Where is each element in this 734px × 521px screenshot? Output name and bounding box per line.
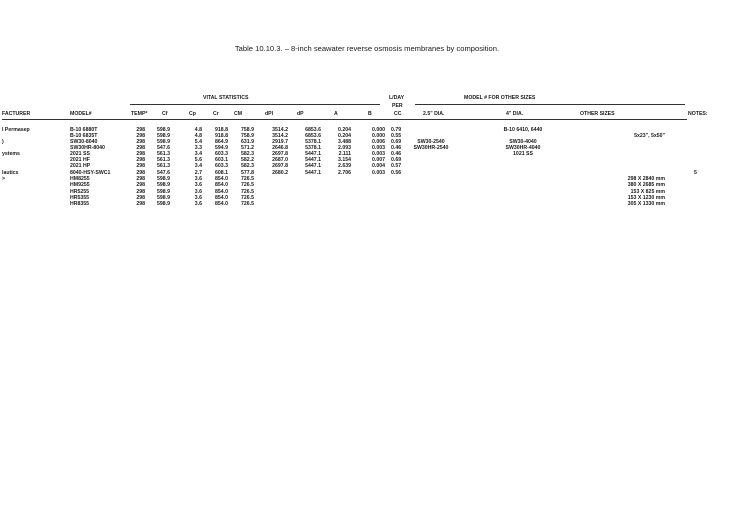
cell-cm: 582.3 <box>241 163 254 170</box>
cell-other: 380 X 2685 mm <box>627 182 665 189</box>
cell-model: B-10 6880T <box>70 127 98 133</box>
cell-cm: 571.2 <box>241 145 254 152</box>
header-rule <box>2 119 687 120</box>
cell-cp: 5.6 <box>194 157 202 164</box>
cell-cm: 582.2 <box>241 157 254 164</box>
cell-cf: 547.6 <box>157 170 170 177</box>
cell-cm: 726.5 <box>241 200 254 207</box>
cell-cc: 0.57 <box>391 163 402 170</box>
col-header-cf: Cf <box>162 111 168 117</box>
cell-cp: 5.4 <box>194 139 202 146</box>
cell-cm: 726.5 <box>241 194 254 201</box>
cell-dpi: 2697.8 <box>272 151 288 158</box>
cell-a: 3.154 <box>338 157 351 164</box>
cell-model: HR5255 <box>70 188 90 195</box>
col-header-dp: dP <box>297 111 304 117</box>
cell-dpi: 3514.2 <box>272 127 288 133</box>
cell-cm: 758.9 <box>241 133 254 140</box>
cell-b: 0.000 <box>372 127 385 133</box>
cell-b: 0.007 <box>372 157 385 164</box>
col-header-a: A <box>334 111 338 117</box>
col-header-4-dia: 4" DIA. <box>506 111 524 117</box>
cell-cc: 0.56 <box>391 170 402 177</box>
cell-cc: 0.69 <box>391 157 402 164</box>
cell-model: SW30-8040 <box>70 139 98 146</box>
cell-cf: 561.3 <box>157 157 170 164</box>
cell-cp: 3.3 <box>194 145 202 152</box>
cell-cr: 918.8 <box>215 133 228 140</box>
cell-cf: 598.9 <box>157 127 170 133</box>
cell-cp: 4.8 <box>194 127 202 133</box>
cell-cr: 854.0 <box>215 200 228 207</box>
cell-dp: 5378.1 <box>305 145 321 152</box>
cell-model: HR8355 <box>70 200 90 207</box>
cell-a: 2.639 <box>338 163 351 170</box>
cell-cp: 3.6 <box>194 176 202 183</box>
cell-a: 3.488 <box>338 139 351 146</box>
cell-mfr: ) <box>2 139 4 146</box>
cell-b: 0.000 <box>372 133 385 140</box>
group-rule-vital <box>130 104 380 105</box>
cell-temp: 298 <box>136 157 145 164</box>
col-header-cc: CC <box>394 111 402 117</box>
cell-cf: 598.9 <box>157 194 170 201</box>
cell-mfr: > <box>2 176 6 183</box>
cell-cr: 603.1 <box>215 157 228 164</box>
cell-temp: 298 <box>136 163 145 170</box>
cell-cm: 726.5 <box>241 188 254 195</box>
cell-cc: 0.69 <box>391 139 402 146</box>
cell-cc: 0.79 <box>391 127 402 133</box>
cell-dpi: 2687.0 <box>272 157 288 164</box>
cell-temp: 298 <box>136 194 145 201</box>
cell-a: 2.111 <box>338 151 351 158</box>
group-model-other-sizes: MODEL # FOR OTHER SIZES <box>464 95 536 101</box>
cell-cr: 603.3 <box>215 163 228 170</box>
cell-mfr: lautics <box>2 170 19 177</box>
cell-d4: B-10 6410, 6440 <box>503 127 543 133</box>
cell-other: 5x23", 5x50" <box>634 133 665 140</box>
cell-b: 0.006 <box>372 139 385 146</box>
cell-dp: 5447.1 <box>305 163 321 170</box>
cell-cr: 854.0 <box>215 182 228 189</box>
cell-d25: SW30HR-2540 <box>413 145 449 152</box>
cell-d25: SW30-2540 <box>417 139 445 146</box>
col-header-dpi: dPI <box>265 111 274 117</box>
cell-cc: 0.46 <box>391 151 402 158</box>
cell-a: 2.093 <box>338 145 351 152</box>
cell-b: 0.003 <box>372 170 385 177</box>
col-header-other-sizes: OTHER SIZES <box>580 111 615 117</box>
cell-dpi: 2697.8 <box>272 163 288 170</box>
cell-mfr: ystems <box>2 151 20 158</box>
cell-temp: 298 <box>136 133 145 140</box>
group-vital-statistics: VITAL STATISTICS <box>203 95 249 101</box>
cell-dpi: 3514.2 <box>272 133 288 140</box>
col-header-2-5-dia: 2.5" DIA. <box>423 111 445 117</box>
cell-cp: 3.6 <box>194 188 202 195</box>
cell-cr: 854.0 <box>215 188 228 195</box>
col-header-cp: Cp <box>189 111 196 117</box>
cell-cf: 561.3 <box>157 151 170 158</box>
cell-cf: 561.3 <box>157 163 170 170</box>
group-per: PER <box>392 103 403 109</box>
cell-dp: 5378.1 <box>305 139 321 146</box>
cell-temp: 298 <box>136 139 145 146</box>
cell-cr: 854.0 <box>215 176 228 183</box>
cell-temp: 298 <box>136 145 145 152</box>
cell-b: 0.004 <box>372 163 385 170</box>
cell-cf: 598.9 <box>157 133 170 140</box>
cell-cp: 3.6 <box>194 194 202 201</box>
cell-cp: 3.6 <box>194 200 202 207</box>
cell-a: 0.204 <box>338 133 351 140</box>
cell-d4: 1021 SS <box>513 151 533 158</box>
cell-other: 305 X 1330 mm <box>627 200 665 207</box>
cell-cf: 598.9 <box>157 139 170 146</box>
cell-cf: 598.9 <box>157 176 170 183</box>
cell-model: 2021 SS <box>70 151 90 158</box>
cell-other: 298 X 2840 mm <box>627 176 665 183</box>
cell-cr: 918.8 <box>215 127 228 133</box>
col-header-cr: Cr <box>213 111 219 117</box>
cell-temp: 298 <box>136 176 145 183</box>
cell-cr: 608.1 <box>215 170 228 177</box>
cell-cf: 598.9 <box>157 182 170 189</box>
cell-model: SW30HR-8040 <box>70 145 105 152</box>
cell-cm: 758.9 <box>241 127 254 133</box>
cell-temp: 298 <box>136 151 145 158</box>
cell-other: 153 X 1230 mm <box>627 194 665 201</box>
cell-dpi: 2680.2 <box>272 170 288 177</box>
col-header-manufacturer: FACTURER <box>2 111 31 117</box>
group-lday: L/DAY <box>389 95 405 101</box>
cell-temp: 298 <box>136 182 145 189</box>
col-header-cm: CM <box>234 111 243 117</box>
cell-b: 0.003 <box>372 151 385 158</box>
cell-temp: 298 <box>136 127 145 133</box>
cell-a: 0.204 <box>338 127 351 133</box>
cell-other: 153 X 825 mm <box>630 188 665 195</box>
group-rule-other <box>415 104 685 105</box>
cell-dp: 6853.6 <box>305 127 321 133</box>
cell-cm: 582.3 <box>241 151 254 158</box>
cell-dp: 6853.6 <box>305 133 321 140</box>
cell-cr: 594.9 <box>215 145 228 152</box>
cell-dp: 5447.1 <box>305 170 321 177</box>
col-header-model: MODEL# <box>70 111 92 117</box>
cell-model: HM9255 <box>70 182 90 189</box>
cell-cm: 631.9 <box>241 139 254 146</box>
cell-dpi: 2646.8 <box>272 145 288 152</box>
cell-b: 0.003 <box>372 145 385 152</box>
cell-temp: 298 <box>136 200 145 207</box>
cell-model: 2021 HP <box>70 163 91 170</box>
cell-a: 2.706 <box>338 170 351 177</box>
cell-cf: 598.9 <box>157 188 170 195</box>
cell-dp: 5447.1 <box>305 151 321 158</box>
cell-mfr: l Permasep <box>2 127 30 133</box>
cell-cp: 3.4 <box>194 163 202 170</box>
col-header-temp: TEMP* <box>131 111 148 117</box>
cell-cf: 547.6 <box>157 145 170 152</box>
col-header-b: B <box>368 111 372 117</box>
cell-model: HM8255 <box>70 176 90 183</box>
cell-cp: 4.8 <box>194 133 202 140</box>
cell-temp: 298 <box>136 188 145 195</box>
cell-cp: 2.7 <box>194 170 202 177</box>
cell-cc: 0.55 <box>391 133 402 140</box>
cell-cf: 598.9 <box>157 200 170 207</box>
cell-model: 8040-HSY-SWC1 <box>70 170 111 177</box>
cell-cp: 3.6 <box>194 182 202 189</box>
cell-cp: 3.4 <box>194 151 202 158</box>
cell-model: 2021 HF <box>70 157 90 164</box>
col-header-notes: NOTES: <box>688 111 708 117</box>
cell-cm: 577.8 <box>241 170 254 177</box>
cell-model: B-10 6835T <box>70 133 98 140</box>
cell-cr: 854.0 <box>215 194 228 201</box>
cell-cr: 603.3 <box>215 151 228 158</box>
cell-d4: SW30HR-4040 <box>505 145 541 152</box>
cell-cm: 726.5 <box>241 176 254 183</box>
cell-dp: 5447.1 <box>305 157 321 164</box>
cell-cr: 864.9 <box>215 139 228 146</box>
table-caption: Table 10.10.3. – 8-inch seawater reverse osmosis membranes by composition. <box>234 44 500 53</box>
cell-cm: 726.5 <box>241 182 254 189</box>
cell-model: HR5355 <box>70 194 90 201</box>
cell-notes: 5 <box>694 170 697 177</box>
cell-dpi: 2919.7 <box>272 139 288 146</box>
cell-d4: SW30-4040 <box>509 139 537 146</box>
cell-cc: 0.46 <box>391 145 402 152</box>
cell-temp: 298 <box>136 170 145 177</box>
